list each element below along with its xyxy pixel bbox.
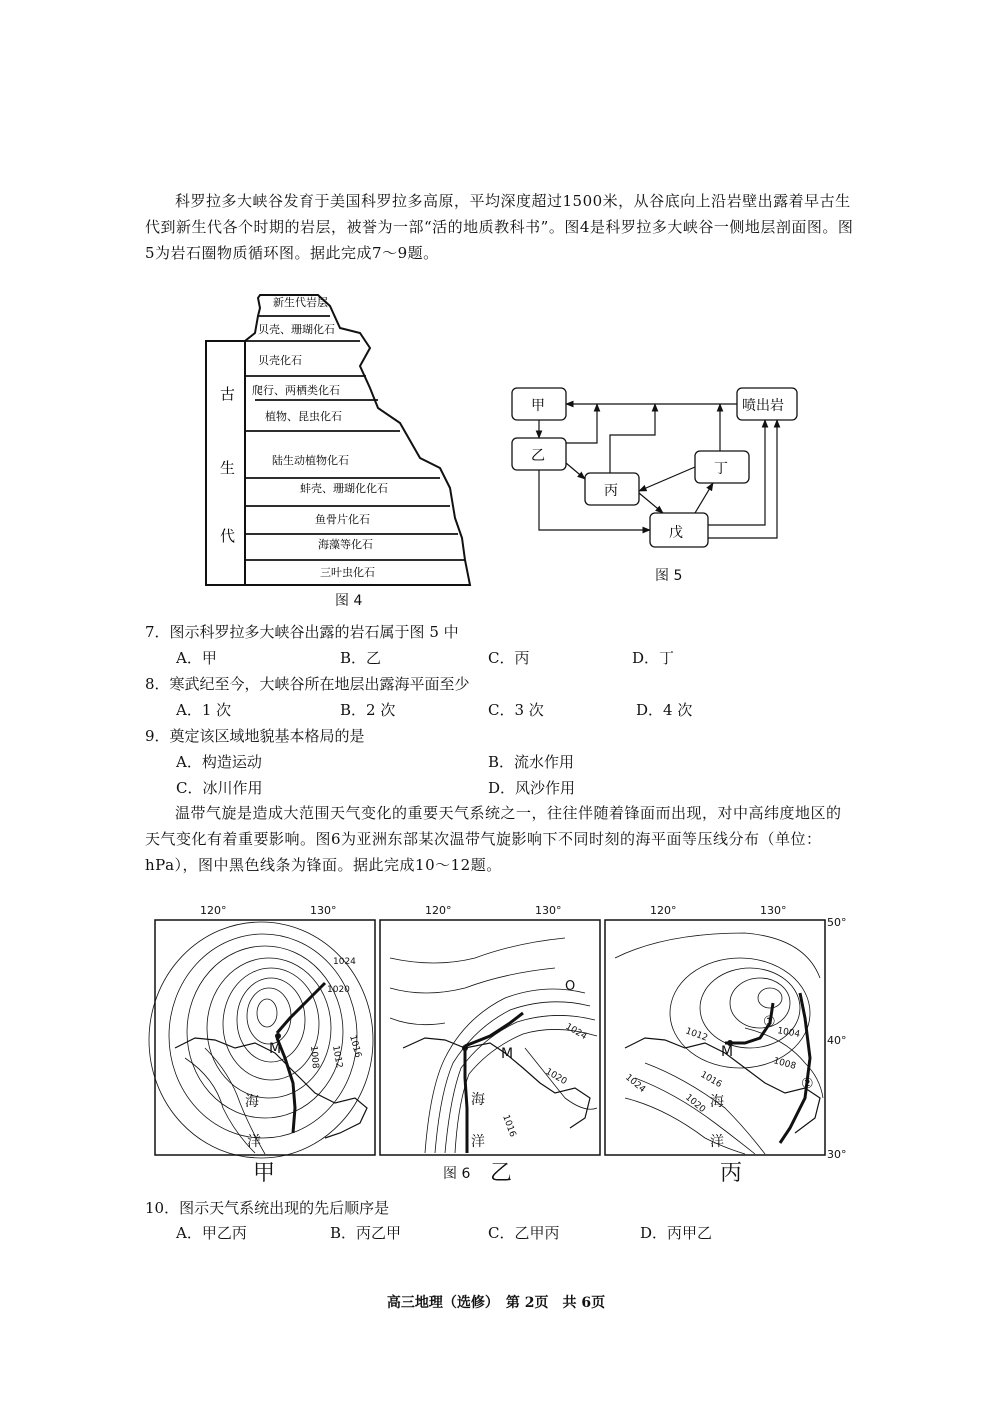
layer-label-5: 植物、昆虫化石: [265, 410, 342, 423]
question-7-stem: 7．图示科罗拉多大峡谷出露的岩石属于图 5 中: [145, 623, 459, 641]
marker-2-bing: ②: [801, 1076, 814, 1092]
isobar-yi-1016: 1016: [500, 1113, 518, 1139]
lon-label-130-bing: 130°: [760, 904, 787, 917]
layer-label-2: 贝壳、珊瑚化石: [258, 323, 335, 336]
figure-5-caption: 图 5: [655, 568, 683, 584]
node-penchuyan: 喷出岩: [742, 398, 784, 414]
lon-label-120-jia: 120°: [200, 904, 227, 917]
figure-4-caption: 图 4: [335, 593, 363, 609]
figure-6-isobar-maps: [145, 898, 860, 1188]
q7-option-d: D．丁: [632, 649, 675, 667]
point-m-jia: M: [269, 1041, 282, 1057]
layer-label-4: 爬行、两栖类化石: [252, 384, 340, 397]
panel-name-yi: 乙: [490, 1161, 513, 1186]
q9-option-d: D．风沙作用: [488, 779, 576, 797]
figure-4-strata-diagram: [200, 288, 480, 613]
map-panel-yi: [380, 920, 600, 1155]
ocean-label-yi: 洋: [471, 1134, 485, 1150]
intro-paragraph-2: 温带气旋是造成大范围天气变化的重要天气系统之一，往往伴随着锋面而出现，对中高纬度地区的天气变化有着重要影响。图6为亚洲东部某次温带气旋影响下不同时刻的海平面等压线分布（单位：hPa），图中黑色线条为锋面。据此完成10～12题。: [145, 804, 842, 874]
q10-option-d: D．丙甲乙: [640, 1224, 713, 1242]
sea-label-bing: 海: [710, 1094, 724, 1110]
lat-label-30: 30°: [827, 1148, 847, 1161]
q10-option-c: C．乙甲丙: [488, 1224, 560, 1242]
sea-label-jia: 海: [245, 1094, 259, 1110]
lon-label-130-yi: 130°: [535, 904, 562, 917]
node-bing: 丙: [604, 483, 618, 499]
isobar-jia-1024: 1024: [333, 957, 356, 967]
q10-option-b: B．丙乙甲: [330, 1224, 402, 1242]
map-panel-bing: [605, 920, 825, 1155]
era-char-2: 生: [220, 459, 236, 477]
lon-label-120-bing: 120°: [650, 904, 677, 917]
isobar-bing-1004: 1004: [776, 1026, 801, 1040]
isobar-jia-1008: 1008: [308, 1045, 320, 1070]
layer-label-6: 陆生动植物化石: [272, 454, 349, 467]
point-m-yi: M: [501, 1046, 514, 1062]
lat-label-40: 40°: [827, 1034, 847, 1047]
q8-option-b: B．2 次: [340, 701, 396, 719]
isobar-bing-1008: 1008: [772, 1056, 797, 1072]
page-footer: 高三地理（选修） 第 2页 共 6页: [386, 1295, 606, 1311]
node-wu: 戊: [669, 525, 683, 541]
node-ding: 丁: [714, 461, 728, 477]
node-jia: 甲: [531, 398, 545, 414]
layer-label-9: 海藻等化石: [318, 538, 373, 551]
map-panel-jia: [149, 920, 375, 1158]
q9-option-a: A．构造运动: [176, 753, 262, 771]
figure-5-rock-cycle: [505, 383, 805, 558]
layer-label-1: 新生代岩层: [273, 296, 328, 309]
q8-option-c: C．3 次: [488, 701, 544, 719]
ocean-label-jia: 洋: [247, 1134, 261, 1150]
point-m-bing: M: [721, 1044, 734, 1060]
marker-1-bing: ①: [763, 1014, 776, 1030]
isobar-bing-1024: 1024: [623, 1072, 648, 1096]
q9-option-c: C．冰川作用: [176, 779, 263, 797]
isobar-jia-1016: 1016: [347, 1034, 363, 1059]
q8-option-a: A．1 次: [176, 701, 232, 719]
layer-label-7: 蚌壳、珊瑚化化石: [300, 482, 388, 495]
q7-option-a: A．甲: [176, 649, 217, 667]
isobar-jia-1020: 1020: [327, 985, 350, 995]
isobar-bing-1012: 1012: [683, 1026, 709, 1044]
intro-paragraph-1: 科罗拉多大峡谷发育于美国科罗拉多高原，平均深度超过1500米，从谷底向上沿岩壁出露着早古生代到新生代各个时期的岩层，被誉为一部“活的地质教科书”。图4是科罗拉多大峡谷一侧地层剖面图。图5为岩石圈物质循环图。据此完成7～9题。: [145, 192, 854, 262]
isobar-yi-1024: 1024: [563, 1021, 589, 1043]
q7-option-b: B．乙: [340, 649, 382, 667]
question-9-stem: 9．奠定该区域地貌基本格局的是: [145, 727, 365, 745]
isobar-yi-1020: 1020: [543, 1066, 569, 1088]
ocean-label-bing: 洋: [710, 1134, 724, 1150]
panel-name-jia: 甲: [253, 1161, 276, 1186]
sea-label-yi: 海: [471, 1092, 485, 1108]
lon-label-120-yi: 120°: [425, 904, 452, 917]
isobar-bing-1020: 1020: [683, 1092, 708, 1116]
layer-label-8: 鱼骨片化石: [315, 513, 370, 526]
lat-label-50: 50°: [827, 916, 847, 929]
layer-label-10: 三叶虫化石: [320, 566, 375, 579]
era-char-1: 古: [220, 385, 236, 403]
question-10-stem: 10．图示天气系统出现的先后顺序是: [145, 1199, 390, 1217]
isobar-jia-1012: 1012: [330, 1044, 344, 1070]
isobar-bing-1016: 1016: [698, 1069, 724, 1091]
node-yi: 乙: [531, 448, 545, 464]
question-8-stem: 8．寒武纪至今，大峡谷所在地层出露海平面至少: [145, 675, 470, 693]
q9-option-b: B．流水作用: [488, 753, 575, 771]
q10-option-a: A．甲乙丙: [176, 1224, 247, 1242]
o-label-yi: O: [565, 979, 576, 994]
figure-6-caption: 图 6: [443, 1166, 471, 1182]
panel-name-bing: 丙: [720, 1161, 743, 1186]
q7-option-c: C．丙: [488, 649, 530, 667]
layer-label-3: 贝壳化石: [258, 354, 302, 367]
q8-option-d: D．4 次: [636, 701, 693, 719]
lon-label-130-jia: 130°: [310, 904, 337, 917]
era-char-3: 代: [220, 527, 236, 545]
